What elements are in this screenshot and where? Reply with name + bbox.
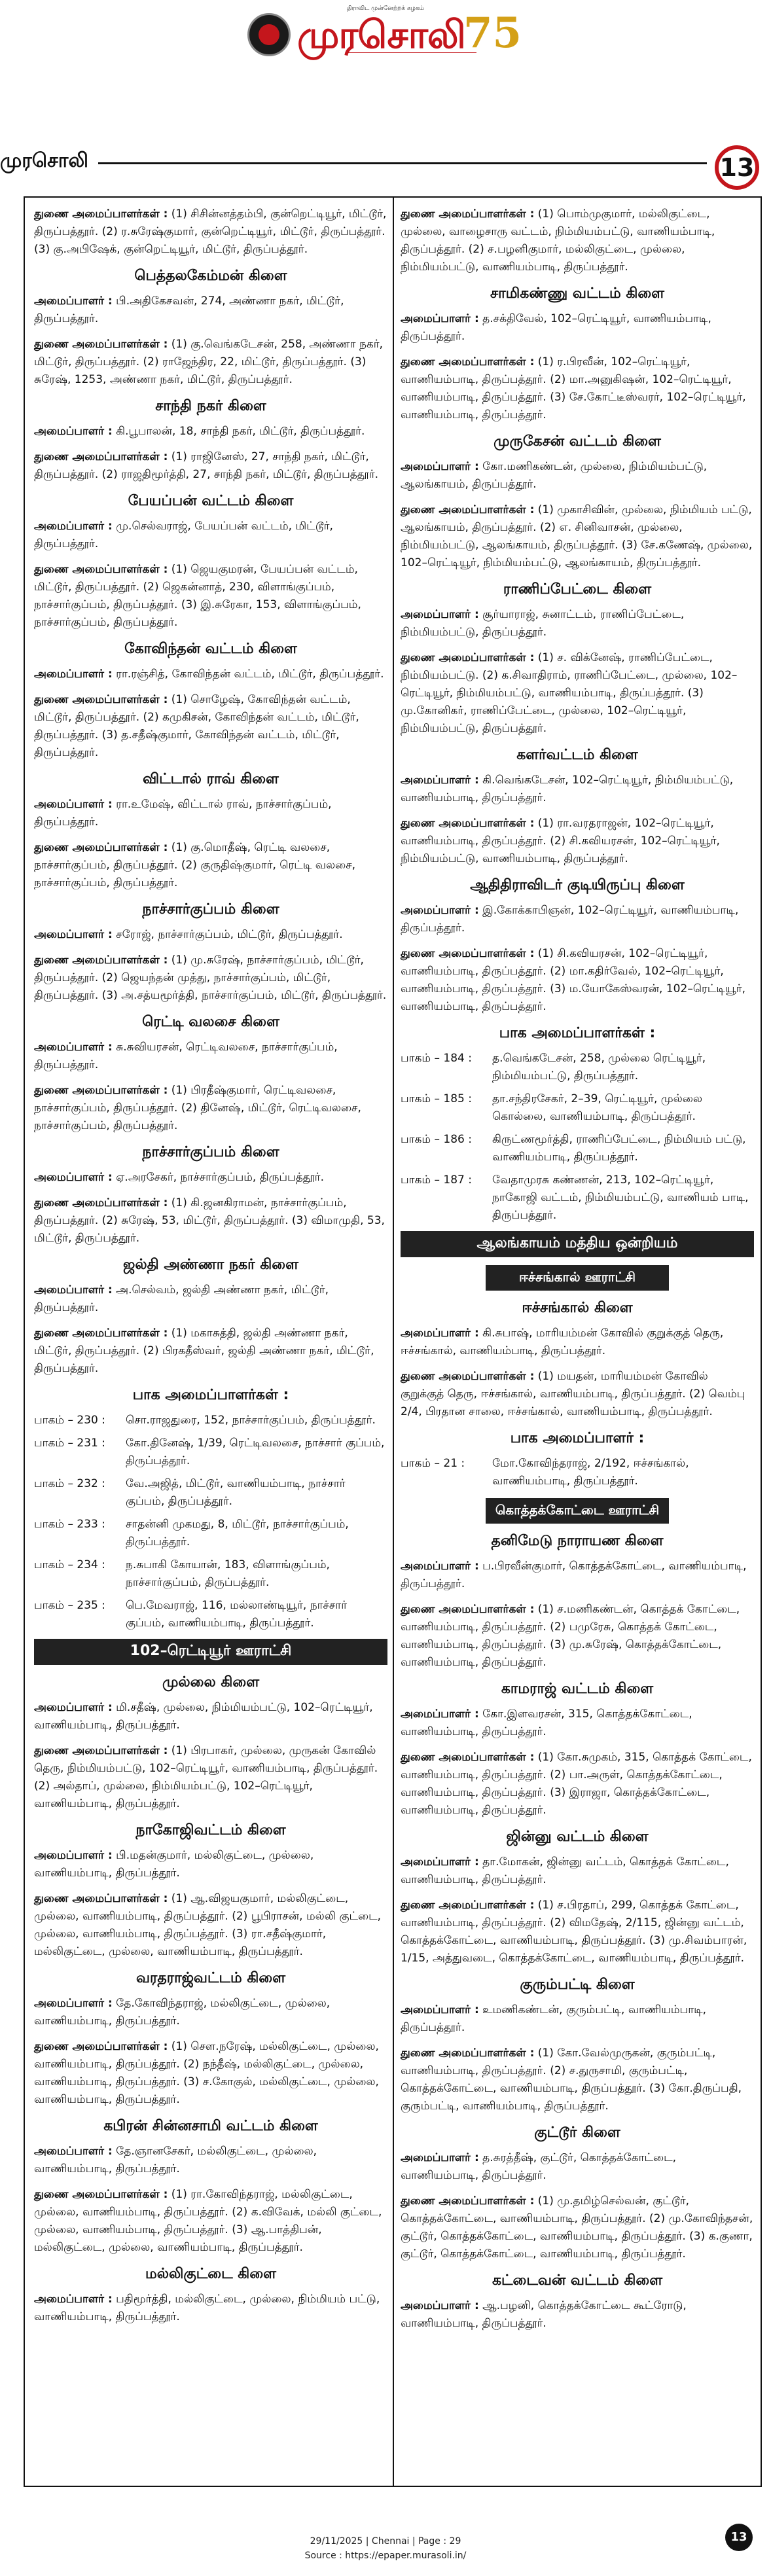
organiser-details: பி.மதன்குமார், மல்லிகுட்டை, முல்லை, வாணியம்பாடி, திருப்பத்தூர். [34, 1849, 314, 1880]
organiser-details: சு.சுவியரசன், ரெட்டிவலசை, நாச்சார்குப்பம், திருப்பத்தூர். [34, 1041, 338, 1071]
branch-heading: ஜின்னு வட்டம் கிளை [506, 1829, 649, 1845]
branch-heading: மல்லிகுட்டை கிளை [145, 2266, 276, 2282]
role-label: துணை அமைப்பாளர்கள் : [401, 1603, 535, 1616]
role-label: அமைப்பாளர் : [401, 2299, 479, 2312]
booth-organiser: தா.சந்திரசேகர், 2–39, ரெட்டியூர், முல்லை கொல்லை, வாணியம்பாடி, திருப்பத்தூர். [492, 1092, 702, 1123]
organiser-paragraph [401, 2001, 754, 2037]
organiser-paragraph [34, 2291, 387, 2326]
role-label: அமைப்பாளர் : [34, 1283, 113, 1297]
organiser-details: (1) மகாசுத்தி, ஜல்தி அண்ணா நகர், மிட்டூர், திருப்பத்தூர். (2) பிரகதீஸ்வர், ஜல்தி அண்ணா நகர், மிட்டூர், திருப்பத்தூர். [34, 1327, 374, 1375]
masthead [0, 0, 771, 63]
branch-heading: முருகேசன் வட்டம் கிளை [493, 433, 661, 450]
footer-page-badge: 13 [725, 2524, 753, 2551]
branch-heading: சாந்தி நகர் கிளை [155, 398, 266, 414]
section-band-heading: ஆலங்காயம் மத்திய ஒன்றியம் [401, 1231, 754, 1257]
rising-sun-emblem-icon [247, 13, 291, 56]
organiser-paragraph [34, 206, 387, 259]
role-label: அமைப்பாளர் : [401, 1855, 479, 1869]
role-label: அமைப்பாளர் : [401, 904, 479, 917]
role-label: அமைப்பாளர் : [401, 608, 479, 621]
footer-source-link[interactable]: Source : https://epaper.murasoli.in/ [304, 2550, 467, 2561]
branch-heading: ஜல்தி அண்ணா நகர் கிளை [123, 1257, 298, 1273]
branch-heading: பாக அமைப்பாளர்கள் : [132, 1387, 289, 1403]
booth-entry [401, 1131, 754, 1166]
organiser-details: (1) சௌ.நரேஷ், மல்லிகுட்டை, முல்லை, வாணியம்பாடி, திருப்பத்தூர். (2) நந்தீஷ், மல்லிகுட்டை, முல்லை, வாணியம்பாடி, திருப்பத்தூர். (3) ச.கோகுல், மல்லிகுட்டை, முல்லை, வாணியம்பாடி, திருப்பத்தூர். [34, 2040, 379, 2106]
booth-number: பாகம் – 232 : [34, 1477, 105, 1490]
role-label: துணை அமைப்பாளர்கள் : [34, 207, 168, 221]
branch-heading: பாக அமைப்பாளர்கள் : [499, 1025, 656, 1041]
role-label: அமைப்பாளர் : [401, 1327, 479, 1340]
branch-heading: நாகோஜிவட்டம் கிளை [135, 1822, 286, 1838]
role-label: அமைப்பாளர் : [401, 460, 479, 473]
organiser-details: (1) மு.சுரேஷ், நாச்சார்குப்பம், மிட்டூர், திருப்பத்தூர். (2) ஜெயந்தன் முத்து, நாச்சார்குப்பம், மிட்டூர், திருப்பத்தூர். (3) அ.சத்யமூர்த்தி, நாச்சார்குப்பம், மிட்டூர், திருப்பத்தூர். [34, 954, 387, 1002]
organiser-details: கி.பூபாலன், 18, சாந்தி நகர், மிட்டூர், திருப்பத்தூர். [112, 425, 365, 438]
organiser-paragraph [401, 1853, 754, 1889]
organiser-paragraph [34, 1194, 387, 1247]
booth-entry [34, 1435, 387, 1470]
organiser-details: ரா.உமேஷ், விட்டால் ராவ், நாச்சார்குப்பம், திருப்பத்தூர். [34, 798, 332, 829]
role-label: துணை அமைப்பாளர்கள் : [34, 1892, 168, 1905]
branch-heading: ராணிப்பேட்டை கிளை [503, 581, 652, 598]
organiser-details: (1) கி.ஜனகிராமன், நாச்சார்குப்பம், திருப்பத்தூர். (2) சுரேஷ், 53, மிட்டூர், திருப்பத்தூர். (3) விமாமுதி, 53, மிட்டூர், திருப்பத்தூர். [34, 1196, 385, 1245]
footer [0, 2534, 771, 2563]
organiser-details: த.சக்திவேல், 102–ரெட்டியூர், வாணியம்பாடி, திருப்பத்தூர். [401, 312, 711, 343]
organiser-details: அ.செல்வம், ஜல்தி அண்ணா நகர், மிட்டூர், திருப்பத்தூர். [34, 1283, 329, 1314]
branch-heading: பெத்தலகேம்மன் கிளை [134, 268, 287, 284]
role-label: துணை அமைப்பாளர்கள் : [34, 450, 168, 463]
booth-entry [34, 1597, 387, 1632]
booth-organiser: மோ.கோவிந்தராஜ், 2/192, ஈச்சங்கால், வாணியம்பாடி, திருப்பத்தூர். [492, 1457, 689, 1488]
left-column [34, 206, 387, 2334]
booth-number: பாகம் – 21 : [401, 1457, 465, 1470]
role-label: அமைப்பாளர் : [34, 1171, 113, 1184]
branch-heading: களர்வட்டம் கிளை [516, 747, 638, 763]
section-strip [0, 145, 771, 182]
organiser-details: உமணிகண்டன், குரும்பட்டி, வாணியம்பாடி, திருப்பத்தூர். [401, 2003, 707, 2034]
organiser-details: (1) ரா.வரதராஜன், 102–ரெட்டியூர், வாணியம்பாடி, திருப்பத்தூர். (2) சி.கவியரசன், 102–ரெட்டியூர், நிம்மியம்பட்டு, வாணியம்பாடி, திருப்பத்தூர். [401, 817, 720, 865]
organiser-paragraph [401, 1897, 754, 1967]
organiser-details: ப.பிரவீன்குமார், கொத்தக்கோட்டை, வாணியம்பாடி, திருப்பத்தூர். [401, 1560, 747, 1590]
organiser-details: (1) பிரதீஷ்குமார், ரெட்டிவலசை, நாச்சார்குப்பம், திருப்பத்தூர். (2) தினேஷ், மிட்டூர், ரெட்டிவலசை, நாச்சார்குப்பம், திருப்பத்தூர். [34, 1084, 361, 1132]
role-label: அமைப்பாளர் : [401, 312, 479, 325]
organiser-details: (1) சிசின்னத்தம்பி, குன்றெட்டியூர், மிட்டூர், திருப்பத்தூர். (2) ர.சுரேஷ்குமார், குன்றெட்டியூர், மிட்டூர், திருப்பத்தூர். (3) கு.அபிஷேக், குன்றெட்டியூர், மிட்டூர், திருப்பத்தூர். [34, 207, 387, 256]
organiser-paragraph [34, 1847, 387, 1882]
page-number-badge: 13 [715, 145, 759, 190]
logo-underline [346, 52, 476, 60]
organiser-paragraph [401, 815, 754, 868]
organiser-details: (1) கோ.சுமுகம், 315, கொத்தக் கோட்டை, வாணியம்பாடி, திருப்பத்தூர். (2) பா.அருள், கொத்தக்கோட்டை, வாணியம்பாடி, திருப்பத்தூர். (3) இராஜா, கொத்தக்கோட்டை, வாணியம்பாடி, திருப்பத்தூர். [401, 1751, 752, 1817]
organiser-paragraph [34, 2143, 387, 2178]
organiser-paragraph [34, 2038, 387, 2109]
organiser-details: மி.சதீஷ், முல்லை, நிம்மியம்பட்டு, 102–ரெட்டியூர், வாணியம்பாடி, திருப்பத்தூர். [34, 1701, 373, 1732]
role-label: அமைப்பாளர் : [34, 1849, 113, 1862]
organiser-paragraph [401, 902, 754, 937]
role-label: துணை அமைப்பாளர்கள் : [401, 355, 535, 368]
role-label: அமைப்பாளர் : [34, 295, 113, 308]
organiser-paragraph [34, 926, 387, 944]
organiser-paragraph [34, 666, 387, 683]
branch-heading: விட்டால் ராவ் கிளை [143, 771, 279, 787]
organiser-paragraph [34, 796, 387, 831]
booth-organiser: கோ.தினேஷ், 1/39, ரெட்டிவலசை, நாச்சார் குப்பம், திருப்பத்தூர். [126, 1437, 385, 1467]
role-label: துணை அமைப்பாளர்கள் : [34, 1744, 168, 1757]
booth-number: பாகம் – 185 : [401, 1092, 472, 1105]
booth-organiser: கிருட்ணமூர்த்தி, ராணிப்பேட்டை, நிம்மியம் பட்டு, வாணியம்பாடி, திருப்பத்தூர். [492, 1133, 746, 1164]
organiser-paragraph [401, 772, 754, 807]
booth-entry [401, 1172, 754, 1225]
role-label: துணை அமைப்பாளர்கள் : [34, 954, 168, 967]
section-rule [98, 162, 707, 164]
booth-number: பாகம் – 233 : [34, 1518, 105, 1531]
organiser-paragraph [34, 1281, 387, 1317]
role-label: அமைப்பாளர் : [34, 425, 113, 438]
role-label: அமைப்பாளர் : [34, 668, 113, 681]
organiser-details: (1) ஆ.விஜயகுமார், மல்லிகுட்டை, முல்லை, வாணியம்பாடி, திருப்பத்தூர். (2) பூபிராசன், மல்லி குட்டை, முல்லை, வாணியம்பாடி, திருப்பத்தூர். (3) ரா.சதீஷ்குமார், மல்லிகுட்டை, முல்லை, வாணியம்பாடி, திருப்பத்தூர். [34, 1892, 382, 1958]
organiser-paragraph [401, 310, 754, 346]
branch-heading: தனிமேடு நாராயண கிளை [491, 1533, 664, 1549]
branch-heading: பாக அமைப்பாளர் : [510, 1430, 645, 1446]
role-label: அமைப்பாளர் : [34, 928, 113, 941]
organiser-details: சூர்யாராஜ், சுனாட்டம், ராணிப்பேட்டை, நிம்மியம்பட்டு, திருப்பத்தூர். [401, 608, 685, 639]
panchayat-heading: கொத்தக்கோட்டை ஊராட்சி [486, 1498, 669, 1524]
organiser-paragraph [401, 1749, 754, 1819]
booth-number: பாகம் – 234 : [34, 1558, 105, 1571]
booth-number: பாகம் – 187 : [401, 1173, 472, 1187]
organiser-paragraph [34, 1995, 387, 2030]
booth-number: பாகம் – 230 : [34, 1414, 105, 1427]
organiser-details: (1) ஜெயகுமரன், பேயப்பன் வட்டம், மிட்டூர், திருப்பத்தூர். (2) ஜெகன்னாத், 230, விளாங்குப்பம், நாச்சார்குப்பம், திருப்பத்தூர். (3) இ.சுரேகா, 153, விளாங்குப்பம், நாச்சார்குப்பம், திருப்பத்தூர். [34, 563, 361, 629]
organiser-paragraph [401, 945, 754, 1016]
organiser-paragraph [401, 606, 754, 641]
organiser-details: கோ.இளவரசன், 315, கொத்தக்கோட்டை, வாணியம்பாடி, திருப்பத்தூர். [401, 1708, 692, 1738]
role-label: அமைப்பாளர் : [401, 2151, 479, 2164]
organiser-details: ஆ.பழனி, கொத்தக்கோட்டை கூட்ரோடு, வாணியம்பாடி, திருப்பத்தூர். [401, 2299, 687, 2330]
role-label: அமைப்பாளர் : [34, 2293, 113, 2306]
organiser-paragraph [34, 2186, 387, 2257]
organiser-details: (1) சி.கவியரசன், 102–ரெட்டியூர், வாணியம்பாடி, திருப்பத்தூர். (2) மா.கதிர்வேல், 102–ரெட்டியூர், வாணியம்பாடி, திருப்பத்தூர். (3) ம.யோகேஸ்வரன், 102–ரெட்டியூர், வாணியம்பாடி, திருப்பத்தூர். [401, 947, 746, 1013]
booth-entry [34, 1475, 387, 1511]
organiser-paragraph [34, 839, 387, 892]
role-label: அமைப்பாளர் : [34, 1701, 113, 1714]
booth-entry [401, 1090, 754, 1126]
organiser-paragraph [401, 206, 754, 276]
role-label: துணை அமைப்பாளர்கள் : [34, 338, 168, 351]
organiser-details: தே.கோவிந்தராஜ், மல்லிகுட்டை, முல்லை, வாணியம்பாடி, திருப்பத்தூர். [34, 1997, 331, 2028]
organiser-details: கி.வெங்கடேசன், 102–ரெட்டியூர், நிம்மியம்பட்டு, வாணியம்பாடி, திருப்பத்தூர். [401, 774, 734, 804]
organiser-paragraph [34, 1039, 387, 1074]
role-label: அமைப்பாளர் : [34, 520, 113, 533]
organiser-details: (1) பொம்முகுமார், மல்லிகுட்டை, முல்லை, வாழைசாரு வட்டம், நிம்மியம்பட்டு, வாணியம்பாடி, திருப்பத்தூர். (2) ச.பழனிகுமார், மல்லிகுட்டை, முல்லை, நிம்மியம்பட்டு, வாணியம்பாடி, திருப்பத்தூர். [401, 207, 715, 274]
role-label: துணை அமைப்பாளர்கள் : [401, 947, 535, 960]
logo-wordmark: முரசொலி [297, 12, 465, 57]
organiser-details: (1) கு.வெங்கடேசன், 258, அண்ணா நகர், மிட்டூர், திருப்பத்தூர். (2) ராஜேந்திர, 22, மிட்டூர், திருப்பத்தூர். (3) சுரேஷ், 1253, அண்ணா நகர், மிட்டூர், திருப்பத்தூர். [34, 338, 384, 386]
role-label: துணை அமைப்பாளர்கள் : [401, 817, 535, 830]
organiser-paragraph [34, 518, 387, 553]
organiser-paragraph [401, 1601, 754, 1672]
booth-organiser: சொ.ராஜதுரை, 152, நாச்சார்குப்பம், திருப்பத்தூர். [126, 1414, 376, 1427]
organiser-paragraph [34, 1169, 387, 1187]
organiser-paragraph [401, 1325, 754, 1360]
organiser-details: பி.அதிகேசவன், 274, அண்ணா நகர், மிட்டூர், திருப்பத்தூர். [34, 295, 344, 325]
role-label: துணை அமைப்பாளர்கள் : [401, 1751, 535, 1764]
role-label: அமைப்பாளர் : [34, 798, 113, 811]
booth-organiser: ந.சுபாகி கோயான், 183, விளாங்குப்பம், நாச்சார்குப்பம், திருப்பத்தூர். [126, 1558, 330, 1589]
booth-entry [34, 1516, 387, 1551]
role-label: துணை அமைப்பாளர்கள் : [401, 1370, 535, 1383]
organiser-paragraph [34, 1742, 387, 1813]
booth-entry [34, 1556, 387, 1592]
organiser-paragraph [34, 691, 387, 762]
section-band-heading: 102–ரெட்டியூர் ஊராட்சி [34, 1639, 387, 1665]
booth-organiser: பெ.மேவராஜ், 116, மல்லாண்டியூர், நாச்சார் குப்பம், வாணியம்பாடி, திருப்பத்தூர். [126, 1599, 348, 1630]
organiser-paragraph [401, 2297, 754, 2333]
organiser-details: (1) ச. விக்னேஷ், ராணிப்பேட்டை, நிம்மியம்பட்டு. (2) க.சிவாதிராம், ராணிப்பேட்டை, முல்லை, 102–ரெட்டியூர், நிம்மியம்பட்டு, வாணியம்பாடி, திருப்பத்தூர். (3) மு.கோனிகர், ராணிப்பேட்டை, முல்லை, 102–ரெட்டியூர், நிம்மியம்பட்டு, திருப்பத்தூர். [401, 651, 738, 735]
organiser-details: தே.ஞானசேகர், மல்லிகுட்டை, முல்லை, வாணியம்பாடி, திருப்பத்தூர். [34, 2145, 317, 2175]
role-label: துணை அமைப்பாளர்கள் : [34, 2040, 168, 2053]
booth-number: பாகம் – 235 : [34, 1599, 105, 1612]
role-label: அமைப்பாளர் : [401, 2003, 479, 2016]
organiser-details: த.சுரத்தீஷ், குட்டூர், கொத்தக்கோட்டை, வாணியம்பாடி, திருப்பத்தூர். [401, 2151, 677, 2182]
organiser-paragraph [401, 353, 754, 424]
booth-organiser: சாதன்னி முகமது, 8, மிட்டூர், நாச்சார்குப்பம், திருப்பத்தூர். [126, 1518, 349, 1548]
branch-heading: ரெட்டி வலசை கிளை [142, 1014, 279, 1030]
role-label: துணை அமைப்பாளர்கள் : [401, 651, 535, 664]
booth-number: பாகம் – 186 : [401, 1133, 472, 1146]
role-label: அமைப்பாளர் : [34, 1041, 113, 1054]
role-label: துணை அமைப்பாளர்கள் : [34, 2188, 168, 2201]
role-label: அமைப்பாளர் : [401, 1708, 479, 1721]
organiser-paragraph [34, 293, 387, 328]
organiser-paragraph [401, 1706, 754, 1741]
organiser-details: (1) மயதன், மாரியம்மன் கோவில் குறுக்குத் தெரு, ஈச்சங்கால், வாணியம்பாடி, திருப்பத்தூர். (2) வெம்பு 2/4, பிரதான சாலை, ஈச்சங்கால், வாணியம்பாடி, திருப்பத்தூர். [401, 1370, 745, 1418]
organiser-details: (1) மு.தமிழ்செல்வன், குட்டூர், கொத்தக்கோட்டை, வாணியம்பாடி, திருப்பத்தூர். (2) மு.கோவிந்தசன், குட்டூர், கொத்தக்கோட்டை, வாணியம்பாடி, திருப்பத்தூர். (3) க.குணா, குட்டூர், கொத்தக்கோட்டை, வாணியம்பாடி, திருப்பத்தூர். [401, 2194, 753, 2261]
footer-edition-meta: 29/11/2025 | Chennai | Page : 29 [310, 2536, 461, 2547]
organiser-details: (1) பிரபாகர், முல்லை, முருகன் கோவில் தெரு, நிம்மியம்பட்டு, 102–ரெட்டியூர், வாணியம்பாடி, திருப்பத்தூர். (2) அல்தாப், முல்லை, நிம்மியம்பட்டு, 102–ரெட்டியூர், வாணியம்பாடி, திருப்பத்தூர். [34, 1744, 378, 1810]
role-label: துணை அமைப்பாளர்கள் : [34, 1327, 168, 1340]
branch-heading: கட்டைவன் வட்டம் கிளை [492, 2272, 663, 2289]
organiser-details: ரா.ரஞ்சித், கோவிந்தன் வட்டம், மிட்டூர், திருப்பத்தூர். [112, 668, 384, 681]
branch-heading: குட்டூர் கிளை [534, 2124, 620, 2141]
organiser-details: இ.கோக்காபிஞன், 102–ரெட்டியூர், வாணியம்பாடி, திருப்பத்தூர். [401, 904, 739, 935]
organiser-details: (1) ரா.கோவிந்தராஜ், மல்லிகுட்டை, முல்லை, வாணியம்பாடி, திருப்பத்தூர். (2) க.விவேக், மல்லி குட்டை, முல்லை, வாணியம்பாடி, திருப்பத்தூர். (3) ஆ.பாத்திபன், மல்லிகுட்டை, முல்லை, வாணியம்பாடி, திருப்பத்தூர். [34, 2188, 382, 2254]
branch-heading: குரும்பட்டி கிளை [520, 1977, 635, 1993]
organiser-details: (1) கு.மொதீஷ், ரெட்டி வலசை, நாச்சார்குப்பம், திருப்பத்தூர். (2) குருதிஷ்குமார், ரெட்டி வலசை, நாச்சார்குப்பம், திருப்பத்தூர். [34, 841, 356, 889]
role-label: துணை அமைப்பாளர்கள் : [401, 2047, 535, 2060]
role-label: அமைப்பாளர் : [401, 1560, 479, 1573]
article-body [24, 196, 762, 2487]
branch-heading: ஆதிதிராவிடர் குடியிருப்பு கிளை [470, 877, 685, 893]
organiser-paragraph [401, 458, 754, 493]
booth-entry [401, 1455, 754, 1490]
branch-heading: கபிரன் சின்னசாமி வட்டம் கிளை [103, 2118, 318, 2134]
right-column [401, 206, 754, 2340]
booth-number: பாகம் – 184 : [401, 1052, 472, 1065]
booth-number: பாகம் – 231 : [34, 1437, 105, 1450]
masthead-logo[interactable] [247, 9, 529, 59]
role-label: துணை அமைப்பாளர்கள் : [401, 207, 535, 221]
panchayat-heading: ஈச்சங்கால் ஊராட்சி [486, 1265, 669, 1291]
role-label: அமைப்பாளர் : [34, 2145, 113, 2158]
organiser-paragraph [34, 1890, 387, 1961]
organiser-details: (1) ச.பிரதாப், 299, கொத்தக் கோட்டை, வாணியம்பாடி, திருப்பத்தூர். (2) விமதேஷ், 2/115, ஜின்னு வட்டம், கொத்தக்கோட்டை, வாணியம்பாடி, திருப்பத்தூர். (3) மு.சிவம்பாரன், 1/15, அத்துவடை, கொத்தக்கோட்டை, வாணியம்பாடி, திருப்பத்தூர். [401, 1899, 747, 1965]
organiser-paragraph [401, 2045, 754, 2115]
organiser-details: பதிமூர்த்தி, மல்லிகுட்டை, முல்லை, நிம்மியம் பட்டு, வாணியம்பாடி, திருப்பத்தூர். [34, 2293, 380, 2323]
branch-heading: நாச்சார்குப்பம் கிளை [142, 901, 279, 918]
organiser-paragraph [34, 1325, 387, 1378]
organiser-paragraph [34, 1082, 387, 1135]
branch-heading: பேயப்பன் வட்டம் கிளை [128, 493, 294, 509]
role-label: அமைப்பாளர் : [401, 774, 479, 787]
role-label: துணை அமைப்பாளர்கள் : [34, 841, 168, 854]
organiser-paragraph [34, 952, 387, 1005]
branch-heading: சாமிகண்ணு வட்டம் கிளை [490, 285, 665, 302]
organiser-details: (1) கோ.வேல்முருகன், குரும்பட்டி, வாணியம்பாடி, திருப்பத்தூர். (2) ச.துருசாமி, குரும்பட்டி, கொத்தக்கோட்டை, வாணியம்பாடி, திருப்பத்தூர். (3) கோ.திருப்பதி, குரும்பட்டி, வாணியம்பாடி, திருப்பத்தூர். [401, 2047, 742, 2113]
branch-heading: காமராஜ் வட்டம் கிளை [501, 1681, 654, 1697]
organiser-details: தா.மோகன், ஜின்னு வட்டம், கொத்தக் கோட்டை, வாணியம்பாடி, திருப்பத்தூர். [401, 1855, 729, 1886]
organiser-details: (1) ர.பிரவீன், 102–ரெட்டியூர், வாணியம்பாடி, திருப்பத்தூர். (2) மா.அனுகிஷன், 102–ரெட்டியூர், வாணியம்பாடி, திருப்பத்தூர். (3) சே.கோட்டீஸ்வரர், 102–ரெட்டியூர், வாணியம்பாடி, திருப்பத்தூர். [401, 355, 746, 421]
organiser-details: (1) ச.மணிகண்டன், கொத்தக் கோட்டை, வாணியம்பாடி, திருப்பத்தூர். (2) பமுரேசு, கொத்தக் கோட்டை, வாணியம்பாடி, திருப்பத்தூர். (3) மு.சுரேஷ், கொத்தக்கோட்டை, வாணியம்பாடி, திருப்பத்தூர். [401, 1603, 740, 1669]
organiser-paragraph [34, 1699, 387, 1734]
organiser-details: மு.செல்வராஜ், பேயப்பன் வட்டம், மிட்டூர், திருப்பத்தூர். [34, 520, 333, 550]
role-label: துணை அமைப்பாளர்கள் : [34, 1196, 168, 1209]
branch-heading: ஈச்சங்கால் கிளை [522, 1300, 633, 1316]
role-label: துணை அமைப்பாளர்கள் : [401, 2194, 535, 2208]
organiser-paragraph [34, 561, 387, 632]
organiser-details: (1) ராஜினேஸ், 27, சாந்தி நகர், மிட்டூர், திருப்பத்தூர். (2) ராஜதிமூர்த்தி, 27, சாந்தி நகர், மிட்டூர், திருப்பத்தூர். [34, 450, 379, 481]
organiser-details: (1) சொழேஷ், கோவிந்தன் வட்டம், மிட்டூர், திருப்பத்தூர். (2) கமுகிசன், கோவிந்தன் வட்டம், மிட்டூர், திருப்பத்தூர். (3) த.சதீஷ்குமார், கோவிந்தன் வட்டம், மிட்டூர், திருப்பத்தூர். [34, 693, 359, 759]
role-label: அமைப்பாளர் : [34, 1997, 113, 2010]
role-label: துணை அமைப்பாளர்கள் : [401, 1899, 535, 1912]
branch-heading: கோவிந்தன் வட்டம் கிளை [124, 641, 297, 657]
role-label: துணை அமைப்பாளர்கள் : [401, 503, 535, 516]
booth-organiser: த.வெங்கடேசன், 258, முல்லை ரெட்டியூர், நிம்மியம்பட்டு, திருப்பத்தூர். [492, 1052, 706, 1082]
organiser-paragraph [401, 1368, 754, 1421]
branch-heading: நாச்சார்குப்பம் கிளை [142, 1144, 279, 1160]
role-label: துணை அமைப்பாளர்கள் : [34, 1084, 168, 1097]
booth-entry [401, 1050, 754, 1085]
organiser-paragraph [401, 2149, 754, 2185]
column-divider [393, 198, 394, 2486]
organiser-paragraph [401, 2192, 754, 2263]
organiser-paragraph [34, 448, 387, 484]
organiser-paragraph [34, 423, 387, 440]
branch-heading: முல்லை கிளை [162, 1674, 260, 1690]
role-label: துணை அமைப்பாளர்கள் : [34, 693, 168, 706]
organiser-paragraph [401, 1558, 754, 1593]
booth-organiser: வே.அஜித், மிட்டூர், வாணியம்பாடி, நாச்சார் குப்பம், திருப்பத்தூர். [126, 1477, 346, 1508]
organiser-details: (1) முகாசிவின், முல்லை, நிம்மியம் பட்டு, ஆலங்காயம், திருப்பத்தூர். (2) எ. சினிவாசன், முல்லை, நிம்மியம்பட்டு, ஆலங்காயம், திருப்பத்தூர். (3) சே.கணேஷ், முல்லை, 102–ரெட்டியூர், நிம்மியம்பட்டு, ஆலங்காயம், திருப்பத்தூர். [401, 503, 753, 569]
section-title: முரசொலி [0, 149, 88, 172]
organiser-details: கி.சுபாஷ், மாரியம்மன் கோவில் குறுக்குத் தெரு, ஈச்சங்கால், வாணியம்பாடி, திருப்பத்தூர். [401, 1327, 724, 1357]
organiser-paragraph [401, 649, 754, 738]
organiser-paragraph [34, 336, 387, 389]
organiser-details: ஏ.அரசேகர், நாச்சார்குப்பம், திருப்பத்தூர். [112, 1171, 324, 1184]
booth-entry [34, 1412, 387, 1429]
role-label: துணை அமைப்பாளர்கள் : [34, 563, 168, 576]
branch-heading: வரதராஜ்வட்டம் கிளை [135, 1970, 286, 1986]
organiser-paragraph [401, 501, 754, 572]
organiser-details: சரோஜ், நாச்சார்குப்பம், மிட்டூர், திருப்பத்தூர். [112, 928, 343, 941]
organiser-details: கோ.மணிகண்டன், முல்லை, நிம்மியம்பட்டு, ஆலங்காயம், திருப்பத்தூர். [401, 460, 708, 491]
anniversary-badge: 75 [463, 9, 522, 58]
masthead-tagline: திராவிட முன்னேற்றக் கழகம் [347, 5, 424, 12]
booth-organiser: வேதாமுரசு கண்ணன், 213, 102–ரெட்டியூர், நாகோஜி வட்டம், நிம்மியம்பட்டு, வாணியம் பாடி, திருப்பத்தூர். [492, 1173, 749, 1222]
